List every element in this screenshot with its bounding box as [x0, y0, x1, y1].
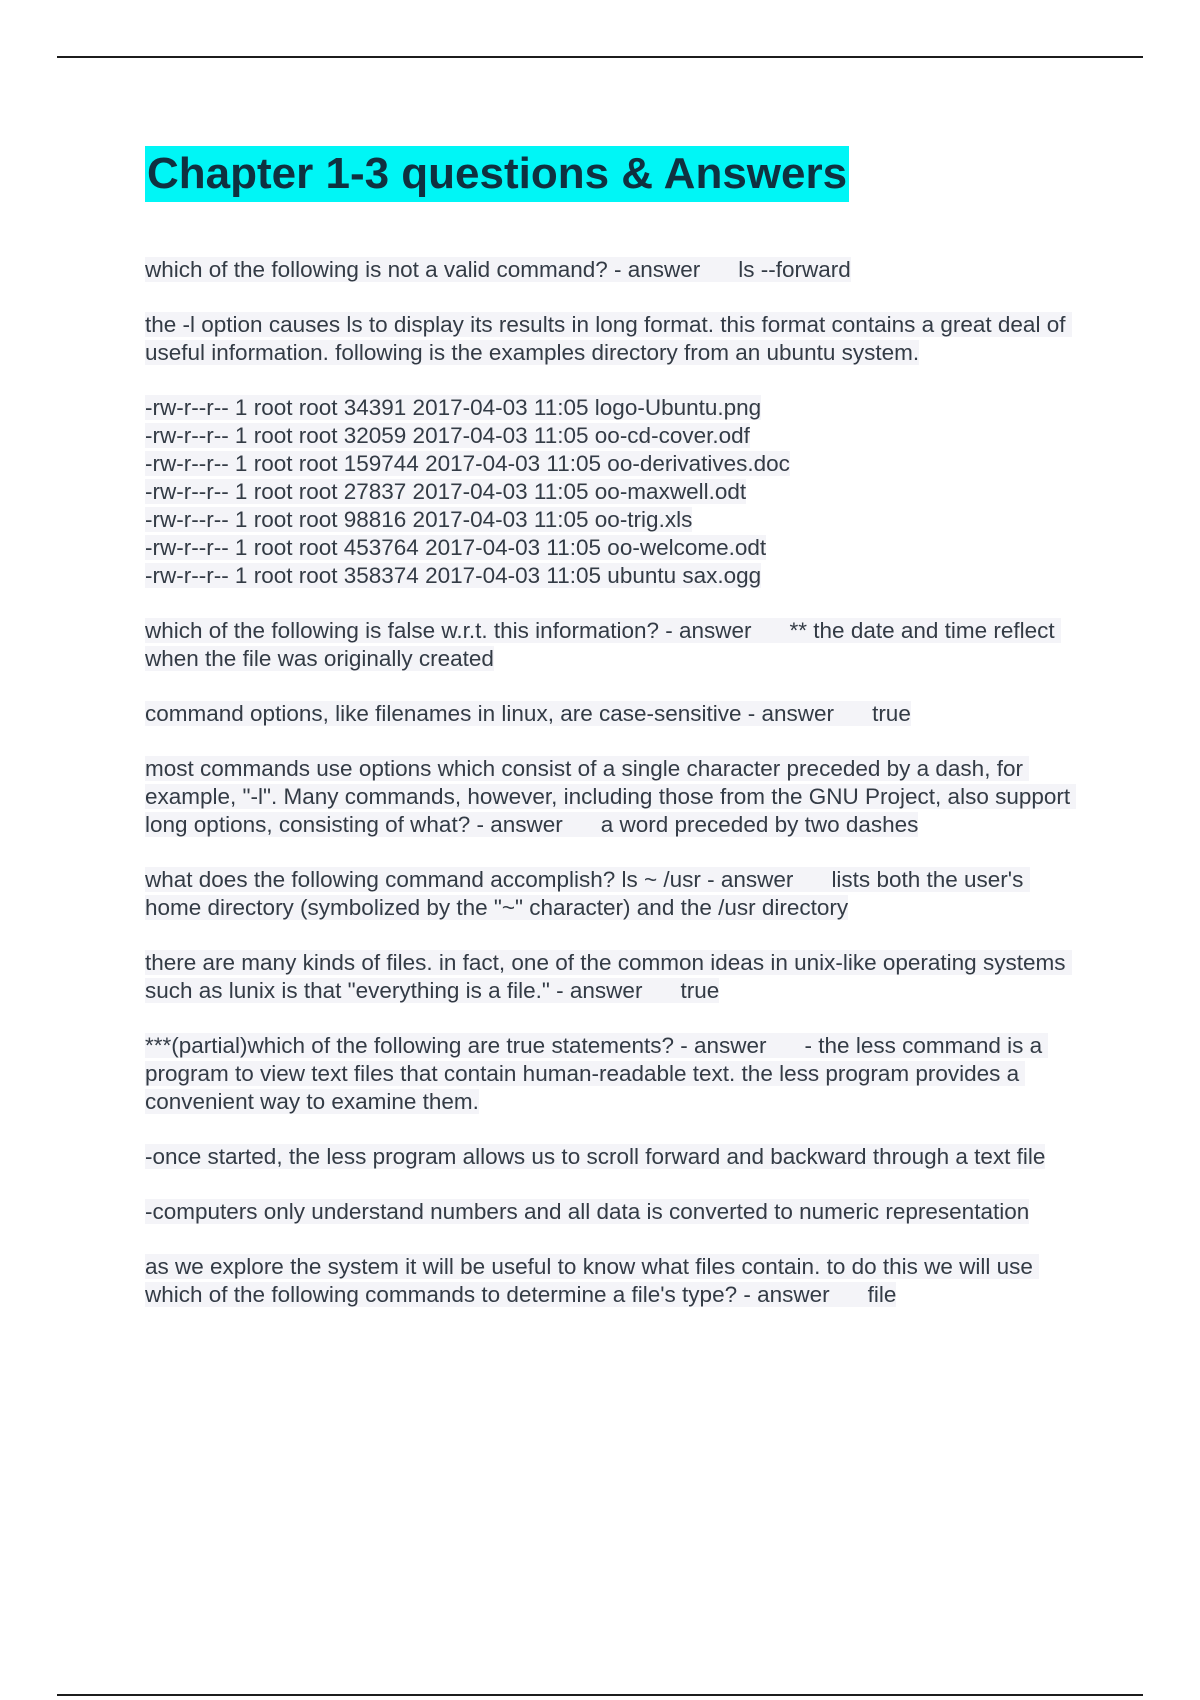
answer-text: true — [872, 701, 911, 726]
paragraph — [145, 1198, 1085, 1226]
page-title: Chapter 1-3 questions & Answers — [145, 146, 849, 202]
bottom-rule — [57, 1694, 1143, 1696]
answer-text: lists both the user's home directory (symbolized by the "~" character) and the /usr directory — [145, 867, 1030, 920]
top-rule — [57, 56, 1143, 58]
question-text: what does the following command accomplish? ls ~ /usr - answer — [145, 867, 794, 892]
listing-line: -rw-r--r-- 1 root root 34391 2017-04-03 11:05 logo-Ubuntu.png — [145, 395, 762, 420]
qa-item — [145, 949, 1085, 1005]
question-text: there are many kinds of files. in fact, one of the common ideas in unix-like operating systems such as lunix is that "everything is a file." - answer — [145, 950, 1072, 1003]
document-body — [145, 146, 1085, 1336]
listing-line: -rw-r--r-- 1 root root 98816 2017-04-03 11:05 oo-trig.xls — [145, 507, 693, 532]
qa-item — [145, 1032, 1085, 1116]
paragraph-text: -computers only understand numbers and all data is converted to numeric representation — [145, 1199, 1030, 1224]
qa-item — [145, 617, 1085, 673]
listing-line: -rw-r--r-- 1 root root 32059 2017-04-03 11:05 oo-cd-cover.odf — [145, 423, 750, 448]
answer-text: true — [680, 978, 720, 1003]
question-text: as we explore the system it will be useful to know what files contain. to do this we will use which of the following commands to determine a file's type? - answer — [145, 1254, 1040, 1307]
question-text: command options, like filenames in linux, are case-sensitive - answer — [145, 701, 835, 726]
paragraph — [145, 1143, 1085, 1171]
qa-item — [145, 700, 1085, 728]
listing-line: -rw-r--r-- 1 root root 159744 2017-04-03 11:05 oo-derivatives.doc — [145, 451, 790, 476]
answer-text: ** the date and time reflect when the file was originally created — [145, 618, 1061, 671]
paragraph-text: -once started, the less program allows us to scroll forward and backward through a text file — [145, 1144, 1046, 1169]
qa-list — [145, 256, 1085, 1309]
listing-line: -rw-r--r-- 1 root root 453764 2017-04-03 11:05 oo-welcome.odt — [145, 535, 767, 560]
listing-line: -rw-r--r-- 1 root root 27837 2017-04-03 11:05 oo-maxwell.odt — [145, 479, 747, 504]
question-text: most commands use options which consist of a single character preceded by a dash, for example, "-l". Many commands, however, including those from the GNU Project, also support long options, consisting of what? - answer — [145, 756, 1077, 837]
question-text: which of the following is not a valid command? - answer — [145, 257, 701, 282]
answer-text: file — [867, 1282, 897, 1307]
paragraph — [145, 311, 1085, 367]
qa-item — [145, 866, 1085, 922]
qa-item — [145, 755, 1085, 839]
question-text: which of the following is false w.r.t. this information? - answer — [145, 618, 752, 643]
qa-item — [145, 256, 1085, 284]
paragraph-text: the -l option causes ls to display its results in long format. this format contains a great deal of useful information. following is the examples directory from an ubuntu system. — [145, 312, 1072, 365]
answer-text: ls --forward — [738, 257, 851, 282]
answer-text: a word preceded by two dashes — [600, 812, 919, 837]
answer-text: - the less command is a program to view text files that contain human-readable text. the less program provides a convenient way to examine them. — [145, 1033, 1049, 1114]
file-listing — [145, 394, 1085, 590]
question-text: ***(partial)which of the following are true statements? - answer — [145, 1033, 767, 1058]
qa-item — [145, 1253, 1085, 1309]
listing-line: -rw-r--r-- 1 root root 358374 2017-04-03 11:05 ubuntu sax.ogg — [145, 563, 762, 588]
